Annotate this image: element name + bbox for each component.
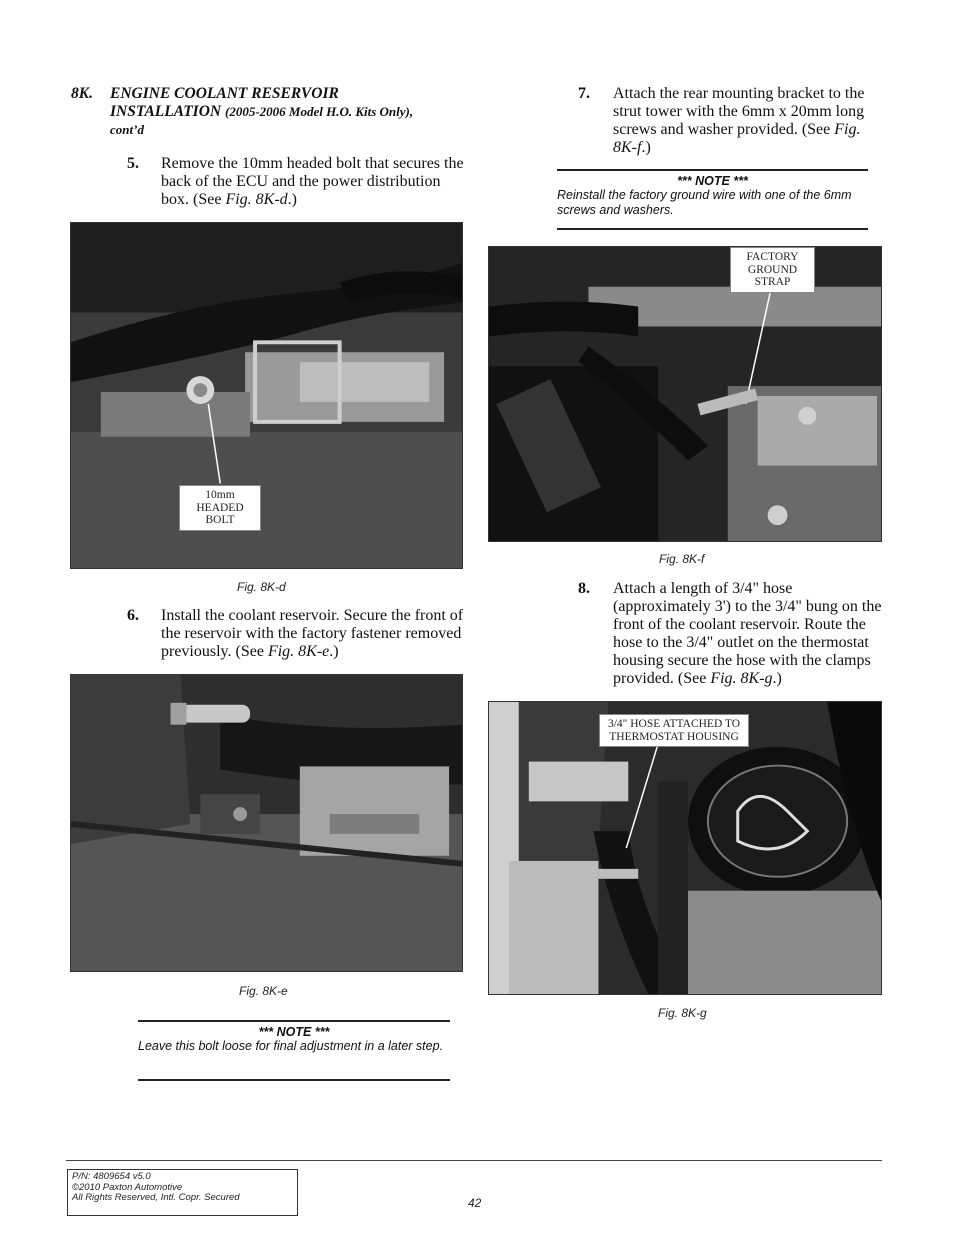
ecu-bolt-photo	[71, 223, 462, 568]
figure-8k-d-photo	[70, 222, 463, 569]
footer-copyright: ©2010 Paxton Automotive	[72, 1181, 183, 1193]
section-number: 8K.	[71, 85, 93, 102]
figure-8k-g-caption: Fig. 8K-g	[658, 1006, 707, 1020]
figure-8k-g-photo	[488, 701, 882, 995]
step-5-end: .)	[287, 191, 297, 208]
step-7-end: .)	[641, 139, 651, 156]
step-6-figure-ref: Fig. 8K-e	[267, 643, 330, 660]
step-8-figure-ref: Fig. 8K-g	[710, 670, 773, 687]
reservoir-fastener-photo	[71, 675, 462, 971]
figure-8k-f-photo	[488, 246, 882, 542]
step-5-text	[161, 155, 466, 209]
step-6-body: Install the coolant reservoir. Secure the front of the reservoir with the factory fastener removed previously. (See	[161, 607, 464, 660]
footer-divider	[66, 1160, 882, 1161]
step-7-text	[613, 85, 888, 157]
step-7-number: 7.	[578, 85, 590, 102]
step-5-body: Remove the 10mm headed bolt that secures the back of the ECU and the power distribution box. (See	[161, 155, 464, 208]
callout-f-line1: FACTORY	[746, 251, 799, 263]
step-8-number: 8.	[578, 580, 590, 597]
step-5-number: 5.	[127, 155, 139, 172]
section-title-installation: INSTALLATION	[110, 103, 222, 120]
footer-copyright-box	[67, 1169, 298, 1216]
footer-part-number: P/N: 4809654 v5.0	[72, 1171, 151, 1182]
step-6-end: .)	[329, 643, 339, 660]
note-left-heading: *** NOTE ***	[258, 1025, 330, 1039]
note-left	[138, 1020, 450, 1081]
figure-8k-g-callout	[599, 714, 749, 747]
step-6-text	[161, 607, 466, 661]
callout-d-line2: HEADED	[196, 501, 244, 514]
page-number: 42	[468, 1196, 482, 1210]
callout-g-line2: THERMOSTAT HOUSING	[609, 730, 739, 743]
figure-8k-d-callout	[179, 485, 261, 531]
ground-strap-photo	[489, 247, 881, 541]
section-title-line1: ENGINE COOLANT RESERVOIR	[110, 85, 339, 102]
step-7-figure-ref: Fig. 8K-f	[613, 121, 861, 156]
section-title-cont: cont’d	[110, 122, 144, 137]
step-5-figure-ref: Fig. 8K-d	[225, 191, 288, 208]
figure-8k-f-caption: Fig. 8K-f	[659, 552, 705, 566]
step-8-end: .)	[772, 670, 782, 687]
footer-rights: All Rights Reserved, Intl. Copr. Secured	[72, 1192, 240, 1203]
section-title-sub: (2005-2006 Model H.O. Kits Only),	[224, 104, 414, 119]
note-right-body: Reinstall the factory ground wire with one of the 6mm screws and washers.	[557, 188, 852, 217]
figure-8k-e-caption: Fig. 8K-e	[239, 984, 288, 998]
callout-f-line3: STRAP	[754, 276, 791, 288]
figure-8k-d-caption: Fig. 8K-d	[237, 580, 286, 594]
figure-8k-f-callout	[730, 247, 815, 293]
step-7-body: Attach the rear mounting bracket to the strut tower with the 6mm x 20mm long screws and washer provided. (See	[613, 85, 865, 138]
callout-g-line1: 3/4" HOSE ATTACHED TO	[607, 718, 741, 730]
step-6-number: 6.	[127, 607, 139, 624]
section-title	[110, 85, 470, 139]
step-8-text	[613, 580, 885, 688]
callout-f-line2: GROUND	[747, 263, 798, 276]
callout-d-line3: BOLT	[205, 514, 235, 526]
note-right-heading: *** NOTE ***	[677, 174, 748, 188]
callout-d-line1: 10mm	[205, 489, 235, 501]
note-right	[557, 169, 868, 230]
section-title-line2	[110, 103, 470, 121]
step-8-body: Attach a length of 3/4" hose (approximately 3') to the 3/4" bung on the front of the coolant reservoir. Route the hose to the 3/4" outlet on the thermostat housing secure the hose with the clamps provided. (See	[613, 580, 882, 687]
note-left-body: Leave this bolt loose for final adjustment in a later step.	[138, 1039, 444, 1053]
figure-8k-e-photo	[70, 674, 463, 972]
